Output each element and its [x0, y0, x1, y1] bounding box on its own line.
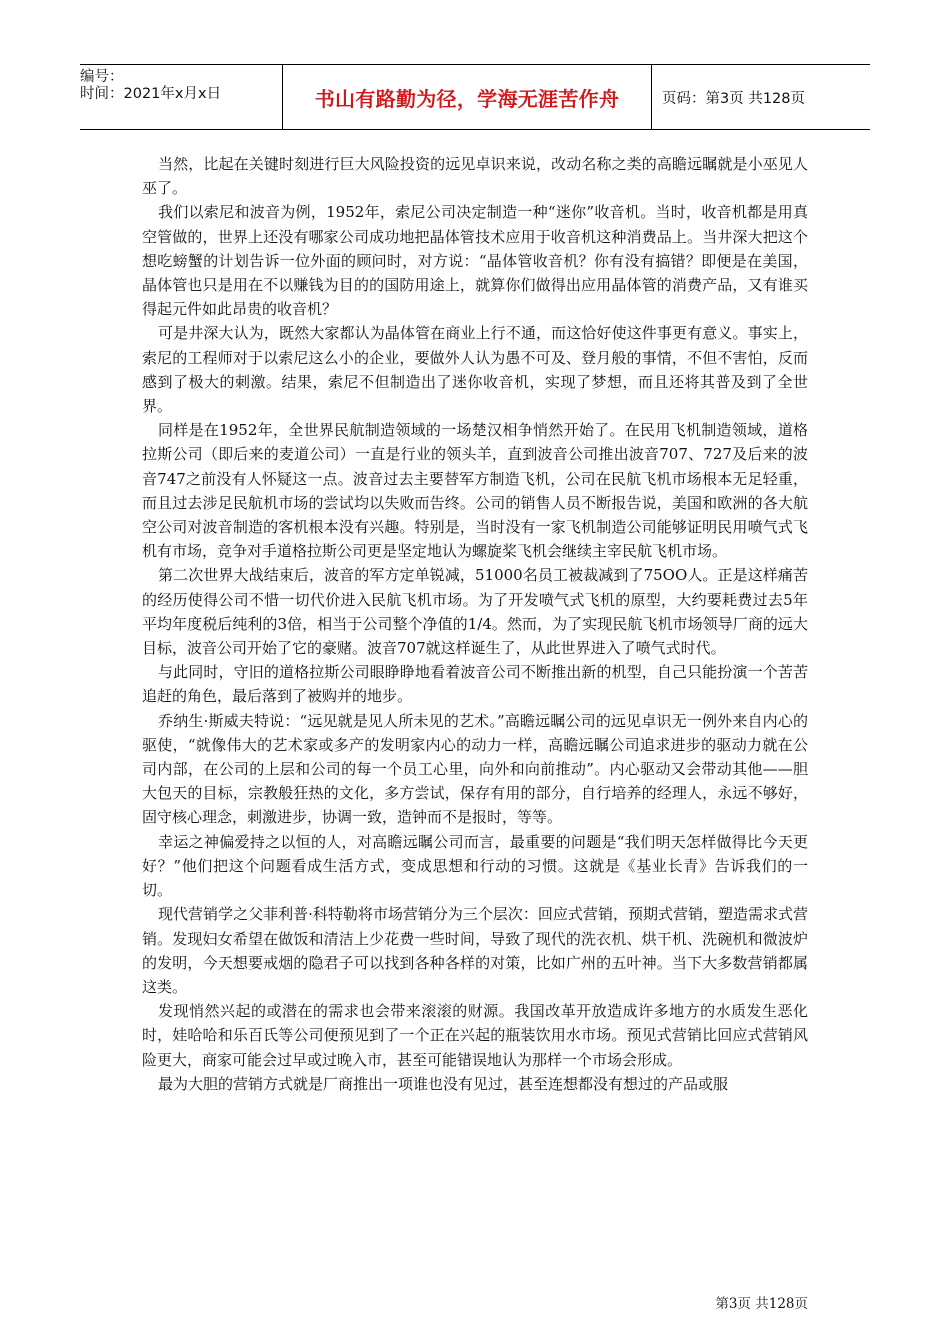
header-page-cell — [652, 65, 870, 129]
paragraph: 乔纳生·斯威夫特说：“远见就是见人所未见的艺术。”高瞻远瞩公司的远见卓识无一例外来自内心的驱使，“就像伟大的艺术家或多产的发明家内心的动力一样，高瞻远瞩公司追求进步的驱动力就在公司内部，在公司的上层和公司的每一个员工心里，向外和向前推动”。内心驱动又会带动其他——胆大包天的目标，宗教般狂热的文化，多方尝试，保存有用的部分，自行培养的经理人，永远不够好，固守核心理念，刺激进步，协调一致，造钟而不是报时，等等。 — [142, 711, 808, 827]
paragraph: 可是井深大认为，既然大家都认为晶体管在商业上行不通，而这恰好使这件事更有意义。事实上，索尼的工程师对于以索尼这么小的企业，要做外人认为愚不可及、登月般的事情，不但不害怕，反而感到了极大的刺激。结果，索尼不但制造出了迷你收音机，实现了梦想，而且还将其普及到了全世界。 — [142, 324, 808, 416]
paragraph: 最为大胆的营销方式就是厂商推出一项谁也没有见过，甚至连想都没有想过的产品或服 — [158, 1074, 729, 1093]
paragraph: 现代营销学之父菲利普·科特勒将市场营销分为三个层次：回应式营销，预期式营销，塑造需求式营销。发现妇女希望在做饭和清洁上少花费一些时间，导致了现代的洗衣机、烘干机、洗碗机和微波炉的发明，今天想要戒烟的隐君子可以找到各种各样的对策，比如广州的五叶神。当下大多数营销都属这类。 — [142, 905, 808, 996]
paragraph: 发现悄然兴起的或潜在的需求也会带来滚滚的财源。我国改革开放造成许多地方的水质发生恶化时，娃哈哈和乐百氏等公司便预见到了一个正在兴起的瓶装饮用水市场。预见式营销比回应式营销风险更大，商家可能会过早或过晚入市，甚至可能错误地认为那样一个市场会形成。 — [142, 1002, 808, 1069]
page-footer: 第3页 共128页 — [715, 1296, 808, 1312]
motto-text: 书山有路勤为径，学海无涯苦作舟 — [314, 86, 620, 111]
page-header — [80, 64, 870, 130]
paragraph: 第二次世界大战结束后，波音的军方定单锐减，51000名员工被裁减到了75OO人。正是这样痛苦的经历使得公司不惜一切代价进入民航飞机市场。为了开发喷气式飞机的原型，大约要耗费过去5年平均年度税后纯利的3倍，相当于公司整个净值的1/4。然而，为了实现民航飞机市场领导厂商的远大目标，波音公司开始了它的豪赌。波音707就这样诞生了，从此世界进入了喷气式时代。 — [142, 566, 808, 658]
header-meta-cell — [80, 65, 282, 129]
body-text — [142, 152, 808, 1096]
time-label: 时间：2021年x月x日 — [80, 86, 222, 102]
header-page-label: 页码：第3页 共128页 — [662, 90, 806, 107]
paragraph: 当然，比起在关键时刻进行巨大风险投资的远见卓识来说，改动名称之类的高瞻远瞩就是小巫见人巫了。 — [142, 155, 808, 198]
paragraph: 与此同时，守旧的道格拉斯公司眼睁睁地看着波音公司不断推出新的机型，自己只能扮演一个苦苦追赶的角色，最后落到了被购并的地步。 — [142, 663, 808, 706]
paragraph: 同样是在1952年，全世界民航制造领域的一场楚汉相争悄然开始了。在民用飞机制造领域，道格拉斯公司（即后来的麦道公司）一直是行业的领头羊，直到波音公司推出波音707、727及后来的波音747之前没有人怀疑这一点。波音过去主要替军方制造飞机，公司在民航飞机市场根本无足轻重，而且过去涉足民航机市场的尝试均以失败而告终。公司的销售人员不断报告说，美国和欧洲的各大航空公司对波音制造的客机根本没有兴趣。特别是，当时没有一家飞机制造公司能够证明民用喷气式飞机有市场，竞争对手道格拉斯公司更是坚定地认为螺旋桨飞机会继续主宰民航飞机市场。 — [142, 421, 808, 561]
number-label: 编号： — [80, 69, 124, 85]
paragraph: 我们以索尼和波音为例，1952年，索尼公司决定制造一种“迷你”收音机。当时，收音机都是用真空管做的，世界上还没有哪家公司成功地把晶体管技术应用于收音机这种消费品上。当井深大把这个想吃螃蟹的计划告诉一位外面的顾问时，对方说：“晶体管收音机？你有没有搞错？即便是在美国，晶体管也只是用在不以赚钱为目的的国防用途上，就算你们做得出应用晶体管的消费产品，又有谁买得起元件如此昂贵的收音机？ — [142, 203, 808, 319]
paragraph: 幸运之神偏爱持之以恒的人，对高瞻远瞩公司而言，最重要的问题是“我们明天怎样做得比今天更好？”他们把这个问题看成生活方式，变成思想和行动的习惯。这就是《基业长青》告诉我们的一切。 — [142, 832, 808, 900]
header-motto-cell — [282, 65, 652, 129]
